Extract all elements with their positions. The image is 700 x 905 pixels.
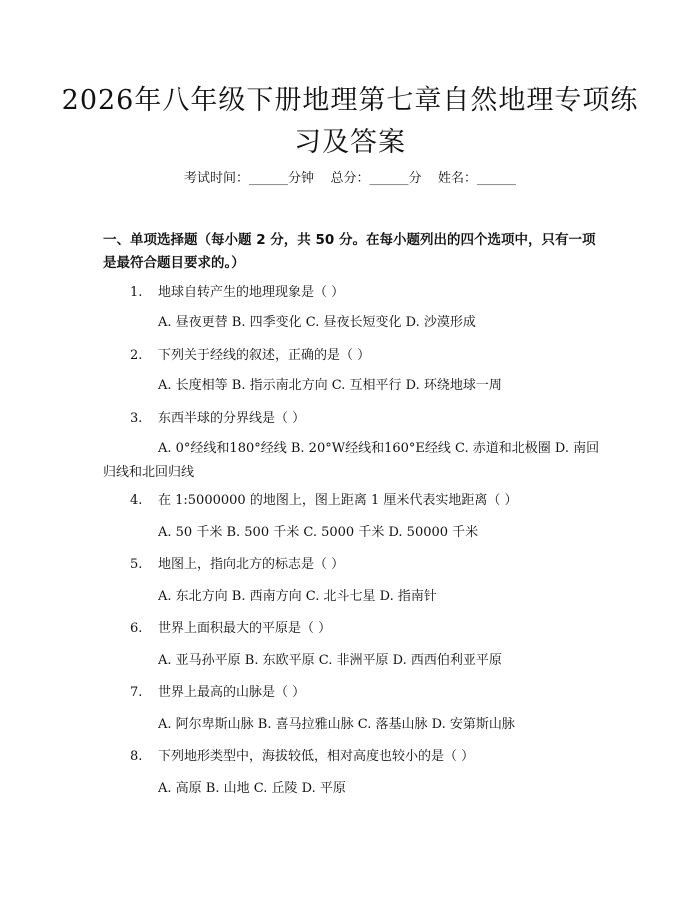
question-5 [130,555,600,575]
question-number: 8. [130,749,143,764]
question-number: 3. [130,411,143,426]
question-8-options: A. 高原 B. 山地 C. 丘陵 D. 平原 [158,781,346,796]
question-number: 1. [130,285,143,300]
question-3-options: A. 0°经线和180°经线 B. 20°W经线和160°E经线 C. 赤道和北极圈 D. 南回归线和北回归线 [103,441,600,480]
exam-meta-line: 考试时间：______分钟 总分：______分 姓名：______ [183,171,517,186]
question-number: 7. [130,685,143,700]
question-6 [130,619,600,639]
question-3 [130,409,600,429]
question-6-options: A. 亚马孙平原 B. 东欧平原 C. 非洲平原 D. 西西伯利亚平原 [158,653,502,668]
question-1 [130,283,600,303]
question-text: 世界上最高的山脉是（ ） [158,685,306,700]
question-1-options: A. 昼夜更替 B. 四季变化 C. 昼夜长短变化 D. 沙漠形成 [158,315,476,330]
question-text: 东西半球的分界线是（ ） [158,411,306,426]
section-heading: 一、单项选择题（每小题 2 分，共 50 分。在每小题列出的四个选项中，只有一项是最符合题目要求的。） [103,232,596,271]
question-4-options: A. 50 千米 B. 500 千米 C. 5000 千米 D. 50000 千米 [158,525,479,540]
question-text: 世界上面积最大的平原是（ ） [158,621,332,636]
question-2-options: A. 长度相等 B. 指示南北方向 C. 互相平行 D. 环绕地球一周 [158,378,502,393]
question-text: 在 1:5000000 的地图上，图上距离 1 厘米代表实地距离（ ） [158,493,518,508]
question-7 [130,683,600,703]
question-number: 5. [130,557,143,572]
question-text: 下列地形类型中，海拔较低，相对高度也较小的是（ ） [158,749,475,764]
document-title: 2026年八年级下册地理第七章自然地理专项练习及答案 [61,85,639,158]
question-2 [130,346,600,366]
question-4 [130,491,600,511]
question-number: 4. [130,493,143,508]
question-text: 地球自转产生的地理现象是（ ） [158,285,345,300]
question-8 [130,747,600,767]
question-5-options: A. 东北方向 B. 西南方向 C. 北斗七星 D. 指南针 [158,589,437,604]
question-text: 下列关于经线的叙述，正确的是（ ） [158,348,371,363]
question-7-options: A. 阿尔卑斯山脉 B. 喜马拉雅山脉 C. 落基山脉 D. 安第斯山脉 [158,717,515,732]
question-number: 6. [130,621,143,636]
question-text: 地图上，指向北方的标志是（ ） [158,557,345,572]
question-number: 2. [130,348,143,363]
